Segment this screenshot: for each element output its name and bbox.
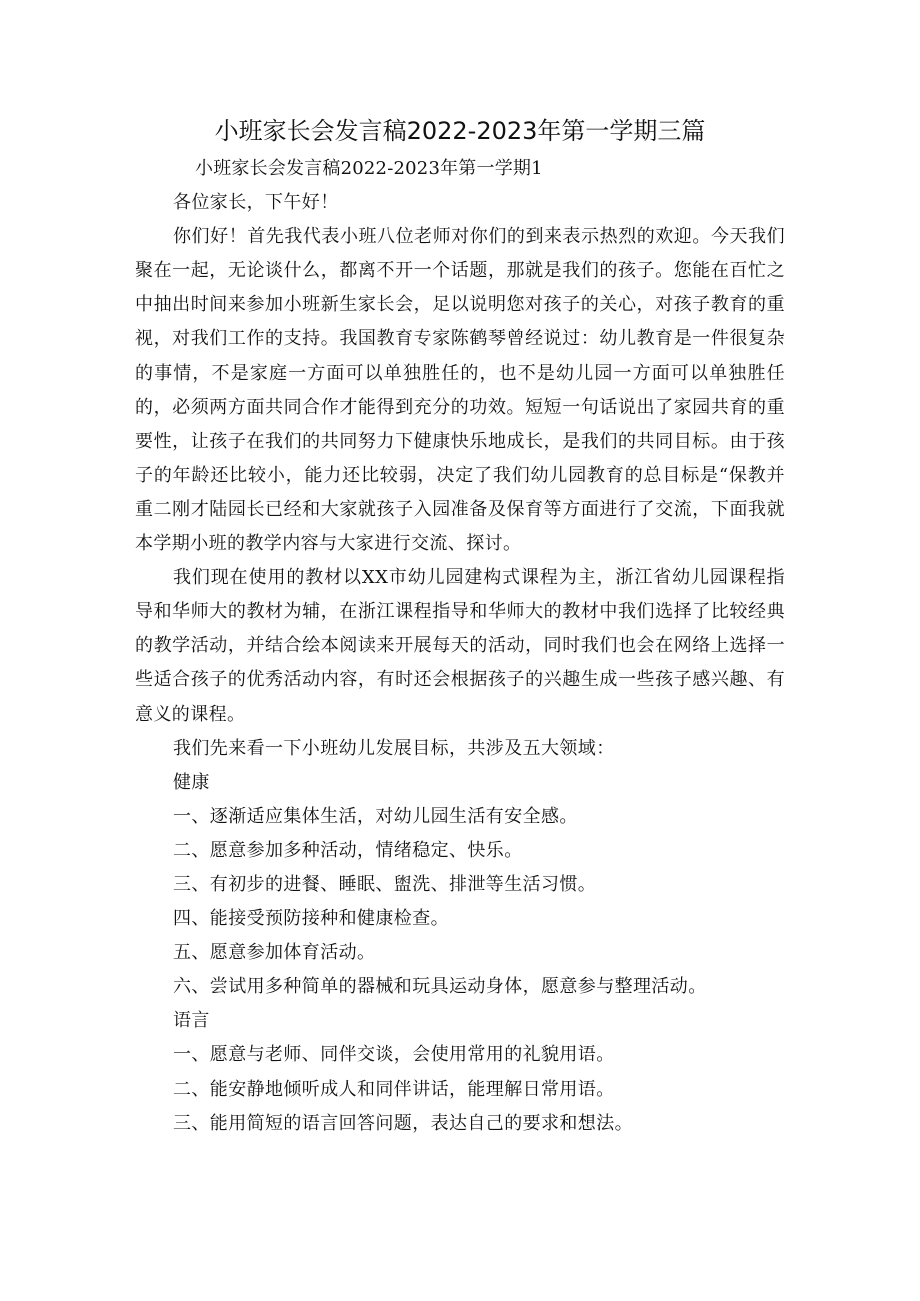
document-subtitle: 小班家长会发言稿2022-2023年第一学期1 [195,158,543,179]
list-item: 三、有初步的进餐、睡眠、盥洗、排泄等生活习惯。 [173,873,597,895]
list-item: 五、愿意参加体育活动。 [173,942,376,964]
list-item: 一、逐渐适应集体生活，对幼儿园生活有安全感。 [173,805,578,827]
list-item: 一、愿意与老师、同伴交谈，会使用常用的礼貌用语。 [173,1044,615,1066]
section-heading-health: 健康 [173,771,210,793]
section-heading-language: 语言 [173,1010,210,1032]
list-item: 二、能安静地倾听成人和同伴讲话，能理解日常用语。 [173,1078,615,1100]
intro-line: 我们先来看一下小班幼儿发展目标，共涉及五大领域： [173,737,615,759]
list-item: 四、能接受预防接种和健康检查。 [173,908,449,930]
greeting: 各位家长，下午好！ [173,192,339,214]
paragraph-materials: 我们现在使用的教材以XX市幼儿园建构式课程为主，浙江省幼儿园课程指导和华师大的教材为辅，在浙江课程指导和华师大的教材中我们选择了比较经典的教学活动，并结合绘本阅读来开展每天的活动，同时我们也会在网络上选择一些适合孩子的优秀活动内容，有时还会根据孩子的兴趣生成一些孩子感兴趣、有意义的课程。 [135,567,785,725]
list-item: 六、尝试用多种简单的器械和玩具运动身体，愿意参与整理活动。 [173,976,707,998]
document-body [135,152,785,1141]
list-item: 二、愿意参加多种活动，情绪稳定、快乐。 [173,839,523,861]
list-item: 三、能用简短的语言回答问题，表达自己的要求和想法。 [173,1112,633,1134]
paragraph-welcome: 你们好！首先我代表小班八位老师对你们的到来表示热烈的欢迎。今天我们聚在一起，无论谈什么，都离不开一个话题，那就是我们的孩子。您能在百忙之中抽出时间来参加小班新生家长会，足以说明您对孩子的关心，对孩子教育的重视，对我们工作的支持。我国教育专家陈鹤琴曾经说过：幼儿教育是一件很复杂的事情，不是家庭一方面可以单独胜任的，也不是幼儿园一方面可以单独胜任的，必须两方面共同合作才能得到充分的功效。短短一句话说出了家园共育的重要性，让孩子在我们的共同努力下健康快乐地成长，是我们的共同目标。由于孩子的年龄还比较小，能力还比较弱，决定了我们幼儿园教育的总目标是“保教并重二刚才陆园长已经和大家就孩子入园准备及保育等方面进行了交流，下面我就本学期小班的教学内容与大家进行交流、探讨。 [135,226,785,555]
document-title: 小班家长会发言稿2022-2023年第一学期三篇 [214,117,706,145]
